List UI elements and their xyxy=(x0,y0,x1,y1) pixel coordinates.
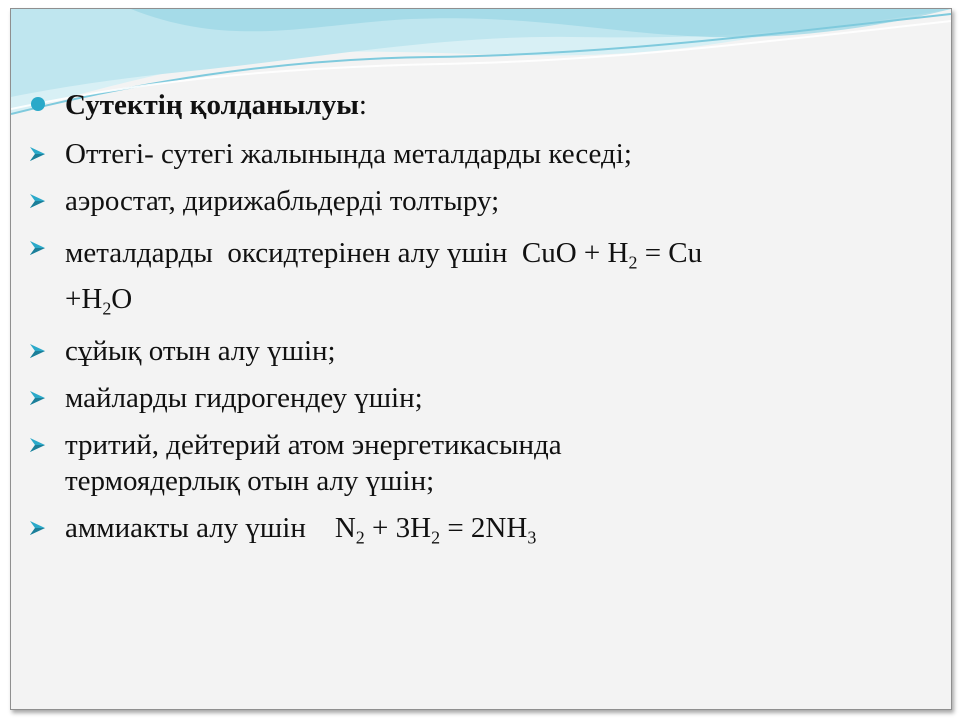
arrow-check-bullet-icon xyxy=(29,191,53,211)
list-item-text: аммиакты алу үшін xyxy=(65,512,335,544)
list-item xyxy=(29,183,929,219)
formula-part: CuO + H xyxy=(521,237,629,269)
arrow-check-bullet-icon xyxy=(29,238,53,258)
formula-subscript: 2 xyxy=(102,298,112,319)
list-item-text: металдарды оксидтерінен алу үшін xyxy=(65,237,522,269)
formula-subscript: 2 xyxy=(431,527,441,548)
formula-part: N xyxy=(334,512,356,544)
list-item-text: Оттегі- сутегі жалынында металдарды кеседі; xyxy=(65,138,632,170)
list-item xyxy=(29,380,929,416)
arrow-check-bullet-icon xyxy=(29,518,53,538)
formula-part: = Cu xyxy=(637,237,703,269)
list-item xyxy=(29,427,929,499)
list-item-text: майларды гидрогендеу үшін; xyxy=(65,382,423,414)
title-colon: : xyxy=(358,89,367,121)
arrow-check-bullet-icon xyxy=(29,388,53,408)
list-item xyxy=(29,333,929,369)
formula-part: = 2NH xyxy=(440,512,528,544)
arrow-check-bullet-icon xyxy=(29,144,53,164)
bullet-list xyxy=(29,87,929,557)
list-item-text: сұйық отын алу үшін; xyxy=(65,335,336,367)
formula-subscript: 2 xyxy=(628,252,638,273)
arrow-check-bullet-icon xyxy=(29,435,53,455)
list-item xyxy=(29,230,929,322)
formula-part: O xyxy=(111,283,133,315)
arrow-check-bullet-icon xyxy=(29,341,53,361)
list-item-text: тритий, дейтерий атом энергетикасында xyxy=(65,429,562,461)
list-item xyxy=(29,136,929,172)
formula-part: + 3H xyxy=(364,512,432,544)
list-item-text: термоядерлық отын алу үшін; xyxy=(65,465,435,497)
slide xyxy=(10,8,952,710)
list-item xyxy=(29,510,929,546)
round-bullet-icon xyxy=(31,97,45,111)
formula-subscript: 3 xyxy=(527,527,537,548)
list-title xyxy=(29,87,929,123)
list-item-text: аэростат, дирижабльдерді толтыру; xyxy=(65,185,500,217)
title-text: Сутектің қолданылуы xyxy=(65,89,359,121)
formula-part: +H xyxy=(65,283,103,315)
formula-subscript: 2 xyxy=(355,527,365,548)
